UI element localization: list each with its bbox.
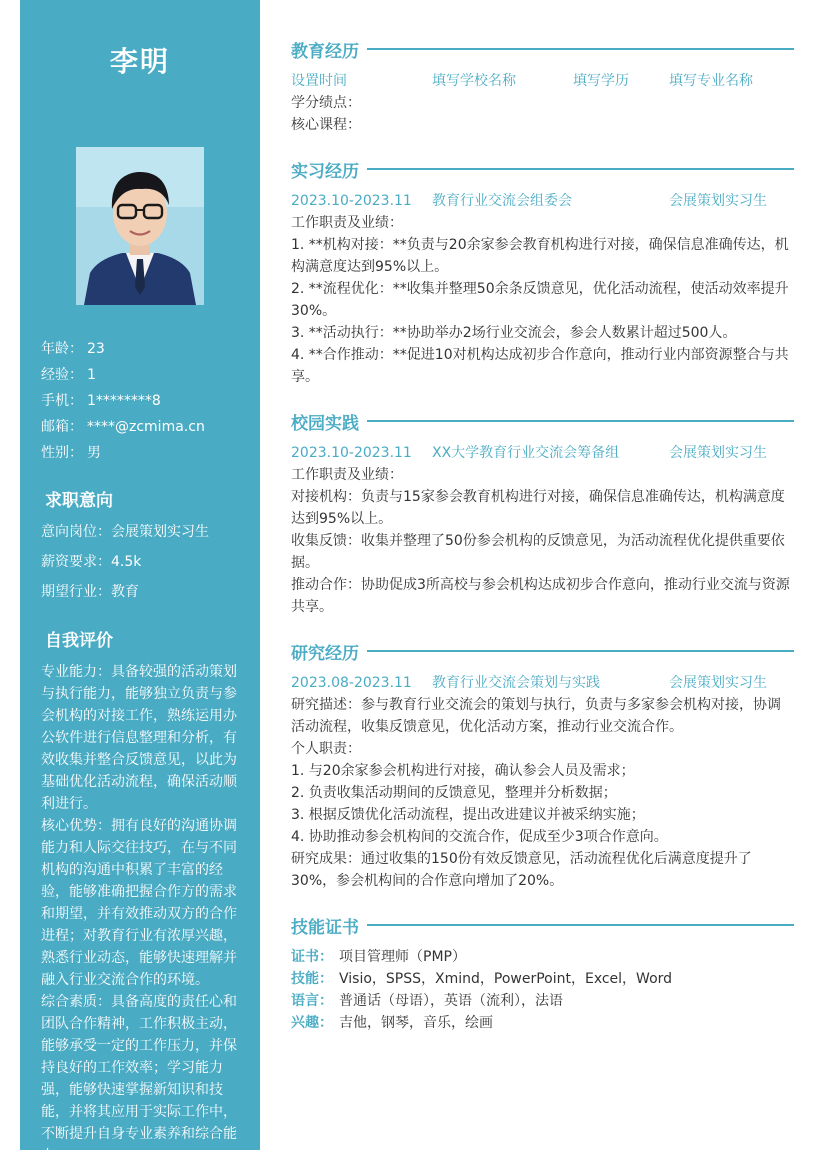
skill-languages: 语言： 普通话（母语），英语（流利），法语	[291, 993, 563, 1009]
research-line: 3. 根据反馈优化活动流程，提出改进建议并被采纳实施；	[291, 807, 645, 823]
section-divider	[367, 420, 794, 422]
avatar-icon	[76, 147, 204, 305]
skill-tools: 技能： Visio，SPSS，Xmind，PowerPoint，Excel，Word	[291, 971, 673, 987]
section-divider	[367, 924, 794, 926]
profile-photo	[76, 147, 204, 305]
skills-heading: 技能证书	[291, 917, 359, 938]
research-line: 个人职责：	[291, 741, 361, 757]
internship-role: 会展策划实习生	[669, 193, 767, 209]
info-gender: 性别： 男	[41, 445, 101, 461]
campus-line: 收集反馈：收集并整理了50份参会机构的反馈意见，为活动流程优化提供重要依据。	[291, 533, 785, 571]
research-line: 2. 负责收集活动期间的反馈意见，整理并分析数据；	[291, 785, 617, 801]
campus-line: 工作职责及业绩：	[291, 467, 403, 483]
eval-overall: 综合素质：具备高度的责任心和团队合作精神，工作积极主动，能够承受一定的工作压力，并保持良好的工作效率；学习能力强，能够快速掌握新知识和技能，并将其应用于实际工作中，不断提升自身专业素养和综合能力。	[41, 994, 237, 1164]
skills-section	[291, 912, 794, 1034]
candidate-name: 李明	[109, 45, 170, 78]
self-evaluation-heading: 自我评价	[45, 631, 113, 651]
section-divider	[367, 48, 794, 50]
research-line: 研究成果：通过收集的150份有效反馈意见，活动流程优化后满意度提升了30%，参会机构间的合作意向增加了20%。	[291, 851, 752, 889]
research-line: 1. 与20余家参会机构进行对接，确认参会人员及需求；	[291, 763, 635, 779]
internship-time: 2023.10-2023.11	[291, 193, 412, 209]
sidebar	[20, 0, 260, 1164]
internship-heading: 实习经历	[291, 161, 359, 182]
campus-section	[291, 408, 794, 618]
internship-line: 工作职责及业绩：	[291, 215, 403, 231]
edu-school: 填写学校名称	[432, 73, 516, 89]
campus-role: 会展策划实习生	[669, 445, 767, 461]
campus-org: XX大学教育行业交流会筹备组	[432, 445, 620, 461]
edu-time: 设置时间	[291, 73, 347, 89]
section-divider	[367, 650, 794, 652]
internship-line: 3. **活动执行：**协助举办2场行业交流会，参会人数累计超过500人。	[291, 325, 737, 341]
campus-heading: 校园实践	[291, 413, 359, 434]
edu-gpa: 学分绩点：	[291, 95, 361, 111]
internship-line: 1. **机构对接：**负责与20余家参会教育机构进行对接，确保信息准确传达，机构满意度达到95%以上。	[291, 237, 789, 275]
edu-major: 填写专业名称	[669, 73, 753, 89]
internship-section	[291, 156, 794, 388]
research-section	[291, 638, 794, 892]
education-heading: 教育经历	[291, 41, 359, 62]
section-divider	[367, 168, 794, 170]
skill-interests: 兴趣： 吉他，钢琴，音乐，绘画	[291, 1015, 493, 1031]
info-email: 邮箱： ****@zcmima.cn	[41, 419, 205, 435]
campus-time: 2023.10-2023.11	[291, 445, 412, 461]
skill-certificate: 证书： 项目管理师（PMP）	[291, 949, 466, 965]
internship-line: 2. **流程优化：**收集并整理50余条反馈意见，优化活动流程，使活动效率提升30%。	[291, 281, 789, 319]
internship-org: 教育行业交流会组委会	[432, 193, 572, 209]
intent-position: 意向岗位：会展策划实习生	[41, 524, 209, 540]
basic-info	[41, 336, 205, 466]
eval-professional: 专业能力：具备较强的活动策划与执行能力，能够独立负责与参会机构的对接工作，熟练运用办公软件进行信息整理和分析，有效收集并整合反馈意见，以此为基础优化活动流程，确保活动顺利进行。	[41, 664, 237, 812]
research-line: 研究描述：参与教育行业交流会的策划与执行，负责与多家参会机构对接，协调活动流程，收集反馈意见，优化活动方案，推动行业交流合作。	[291, 697, 781, 735]
internship-line: 4. **合作推动：**促进10对机构达成初步合作意向，推动行业内部资源整合与共享。	[291, 347, 789, 385]
research-time: 2023.08-2023.11	[291, 675, 412, 691]
research-role: 会展策划实习生	[669, 675, 767, 691]
research-org: 教育行业交流会策划与实践	[432, 675, 600, 691]
info-phone: 手机： 1********8	[41, 393, 161, 409]
self-evaluation	[20, 626, 260, 1167]
edu-courses: 核心课程：	[291, 117, 361, 133]
campus-line: 推动合作：协助促成3所高校与参会机构达成初步合作意向，推动行业交流与资源共享。	[291, 577, 790, 615]
info-age: 年龄： 23	[41, 341, 105, 357]
intent-industry: 期望行业：教育	[41, 584, 139, 600]
job-intent	[20, 486, 260, 607]
eval-core-strength: 核心优势：拥有良好的沟通协调能力和人际交往技巧，在与不同机构的沟通中积累了丰富的经验，能够准确把握合作方的需求和期望，并有效推动双方的合作进程；对教育行业有浓厚兴趣，熟悉行业动态，能够快速理解并融入行业交流合作的环境。	[41, 818, 237, 988]
main-content	[291, 36, 794, 1054]
research-line: 4. 协助推动参会机构间的交流合作，促成至少3项合作意向。	[291, 829, 668, 845]
education-section	[291, 36, 794, 136]
campus-line: 对接机构：负责与15家参会教育机构进行对接，确保信息准确传达，机构满意度达到95%以上。	[291, 489, 785, 527]
research-heading: 研究经历	[291, 643, 359, 664]
intent-salary: 薪资要求：4.5k	[41, 554, 142, 570]
job-intent-heading: 求职意向	[45, 491, 113, 511]
info-experience: 经验： 1	[41, 367, 96, 383]
edu-degree: 填写学历	[573, 73, 629, 89]
